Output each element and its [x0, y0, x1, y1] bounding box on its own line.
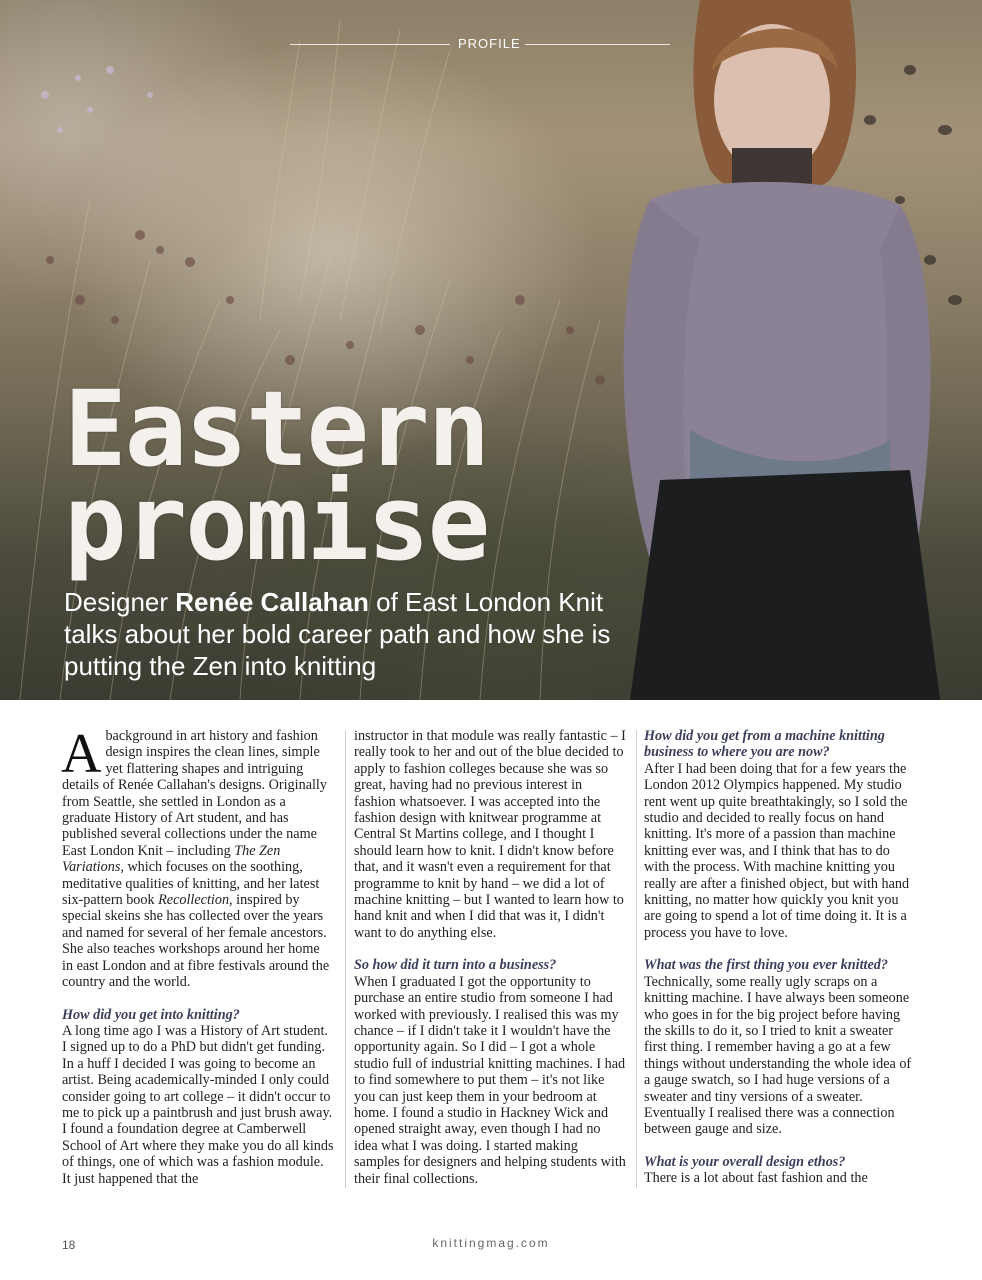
title-line-2: promise [64, 462, 489, 584]
person-figure [624, 0, 940, 700]
answer-paragraph: A long time ago I was a History of Art student. I signed up to do a PhD but didn't get funding. In a huff I decided I was going to become an artist. Being academically-minded I only could consider going to art college – it didn't occur to me to pick up a paintbrush and just brush away. I found a foundation degree at Camberwell School of Art where they make you do all kinds of things, one of which was a fashion module. It just happened that the [62, 1022, 334, 1187]
title-line-1: Eastern [64, 368, 489, 490]
answer-paragraph: Technically, some really ugly scraps on a knitting machine. I have always been someone who goes in for the big project before having the skills to do it, so I tried to knit a sweater first thing. I remember having a go at a few things without understanding the whole idea of a gauge swatch, so I had huge versions of a sweater and tiny versions of a sweater. Eventually I realised there was a connection between gauge and size. [644, 973, 912, 1138]
question-heading: So how did it turn into a business? [354, 957, 557, 974]
column-divider [345, 730, 346, 1188]
standfirst-name: Renée Callahan [175, 587, 369, 617]
question-heading: What was the first thing you ever knitted? [644, 957, 888, 974]
page-number: 18 [62, 1238, 76, 1252]
question-heading: How did you get into knitting? [62, 1006, 240, 1023]
standfirst [64, 586, 654, 682]
section-label [290, 36, 670, 54]
divider-line [290, 44, 450, 45]
intro-text-2: , which focuses on the soothing, meditative qualities of knitting, and her latest six-pattern book [62, 859, 320, 909]
book-title: The Zen Variations [62, 842, 281, 876]
section-label-text: PROFILE [458, 36, 521, 51]
intro-text-1: background in art history and fashion design inspires the clean lines, simple yet flattering shapes and intriguing details of Renée Callahan's designs. Originally from Seattle, she settled in London as a graduate History of Art student, and has published several collections under the name East London Knit – including [62, 728, 327, 859]
standfirst-rest: of East London Knit talks about her bold career path and how she is putting the Zen into knitting [64, 587, 611, 681]
book-title: Recollection [158, 892, 230, 909]
intro-paragraph [61, 723, 334, 991]
answer-paragraph: There is a lot about fast fashion and the [644, 1170, 868, 1187]
standfirst-lead: Designer [64, 587, 176, 617]
intro-text-3: , inspired by special skeins she has collected over the years and named for several of her female ancestors. She also teaches workshops around her home in east London and at fibre festivals around the country and the world. [62, 892, 330, 991]
article-column-3 [644, 728, 916, 1187]
divider-line [525, 44, 670, 45]
magazine-url: knittingmag.com [432, 1236, 550, 1250]
answer-paragraph: When I graduated I got the opportunity to purchase an entire studio from someone I had worked with previously. I realised this was my chance – if I didn't take it I wouldn't have the opportunity again. So I did – I got a whole studio full of industrial knitting machines. I had to find somewhere to put them – it's not like you can just keep them in your bedroom at home. I found a studio in Hackney Wick and opened straight away, even though I had no idea what I was doing. I started making samples for designers and helping students with their final collections. [354, 973, 626, 1187]
article-title [64, 368, 489, 584]
answer-paragraph: instructor in that module was really fantastic – I really took to her and out of the blue decided to apply to fashion colleges because she was so great, having had no previous interest in fashion whatsoever. I was accepted into the fashion design with knitwear programme at Central St Martins college, and I thought I should learn how to knit. I didn't know before that, and it wasn't even a requirement for that programme to knit by hand – we did a lot of machine knitting – but I wanted to learn how to hand knit and when I did that was it, I didn't want to do anything else. [354, 728, 626, 941]
drop-cap: A [61, 723, 102, 785]
answer-paragraph: After I had been doing that for a few years the London 2012 Olympics happened. My studio rent went up quite breathtakingly, so I sold the studio and decided to really focus on hand knitting. It's more of a passion than machine knitting ever was, and I think that has to do with the process. With machine knitting you really are after a finished object, but with hand knitting, no matter how quickly you knit you are going to spend a lot of time doing it. It is a process you have to love. [644, 760, 910, 941]
article-column-1 [61, 723, 334, 1187]
article-column-2 [354, 728, 626, 1187]
column-divider [636, 730, 637, 1188]
question-heading: What is your overall design ethos? [644, 1153, 846, 1170]
question-heading: How did you get from a machine knitting business to where you are now? [644, 728, 885, 761]
